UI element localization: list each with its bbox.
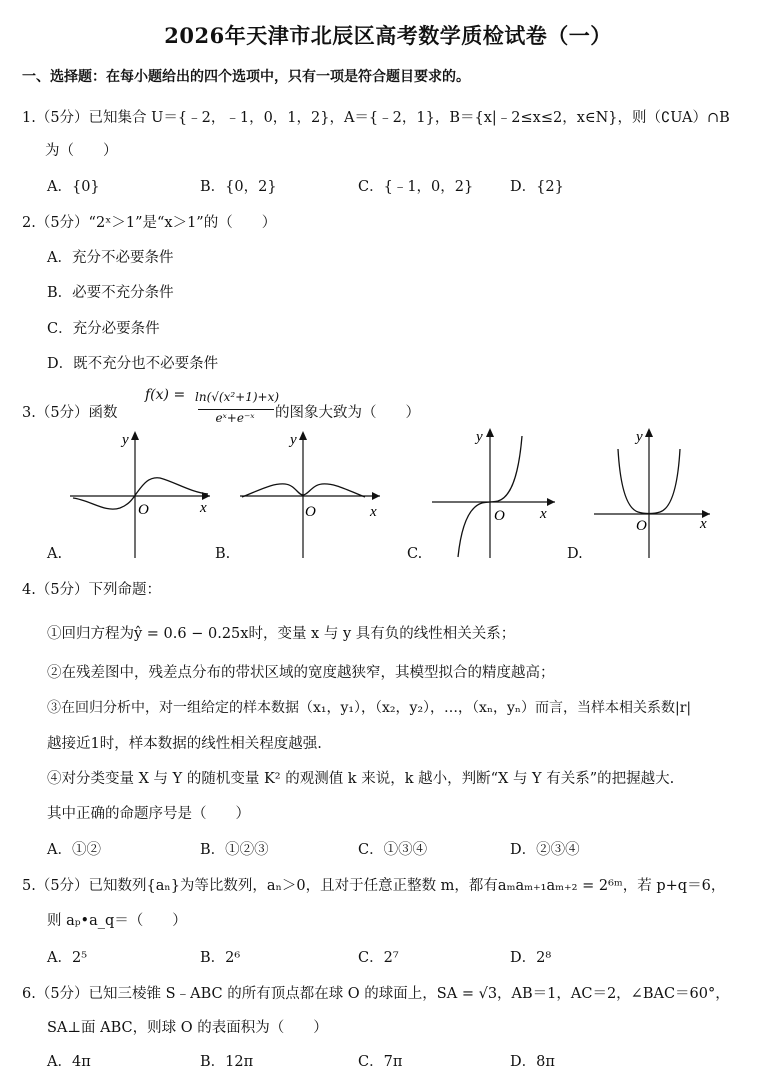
q4-statement-1: ①回归方程为ŷ = 0.6 − 0.25x时，变量 x 与 y 具有负的线性相关关系；: [47, 626, 516, 642]
q5-option-d: D．2⁸: [510, 950, 552, 966]
q3-formula-numerator: ln(√(x²+1)+x): [195, 390, 280, 404]
q6-option-d: D．8π: [510, 1054, 555, 1070]
q2-option-a: A．充分不必要条件: [47, 250, 174, 266]
q3c-origin-label: O: [494, 508, 505, 524]
q3-graph-b: [240, 428, 385, 558]
q3-option-c: C.: [407, 546, 423, 562]
q3a-origin-label: O: [138, 502, 149, 518]
question-5-stem: 5.（5分）已知数列{aₙ}为等比数列，aₙ＞0，且对于任意正整数 m，都有aₘaₘ₊₁aₘ₊₂ = 2⁶ᵐ，若 p+q＝6，: [22, 878, 726, 894]
q3-formula-denominator: eˣ+e⁻ˣ: [215, 411, 255, 425]
q5-option-b: B．2⁶: [200, 950, 241, 966]
question-4-stem: 4.（5分）下列命题：: [22, 582, 162, 598]
q6-option-c: C．7π: [358, 1054, 403, 1070]
q1-option-b: B．{0，2}: [200, 179, 277, 195]
question-1-stem: 1.（5分）已知集合 U＝{﹣2，﹣1，0，1，2}，A＝{﹣2，1}，B＝{x|﹣2≤x≤2，x∈N}，则（∁UA）∩B: [22, 110, 730, 126]
question-2-stem: 2.（5分）“2ˣ＞1”是“x＞1”的（ ）: [22, 215, 277, 231]
question-3-stem: 3.（5分）函数: [22, 405, 118, 421]
question-3-stem-tail: 的图象大致为（ ）: [275, 405, 420, 421]
q4-statement-3-cont: 越接近1时，样本数据的线性相关程度越强.: [47, 736, 322, 752]
q3b-x-label: x: [370, 504, 377, 520]
question-1-stem-cont: 为（ ）: [45, 143, 118, 159]
q3-option-a: A.: [47, 546, 63, 562]
q5-option-a: A．2⁵: [47, 950, 88, 966]
section-heading: 一、选择题：在每小题给出的四个选项中，只有一项是符合题目要求的。: [22, 69, 470, 85]
q2-option-b: B．必要不充分条件: [47, 285, 174, 301]
q3b-origin-label: O: [305, 504, 316, 520]
q3d-x-label: x: [700, 516, 707, 532]
q2-option-c: C．充分必要条件: [47, 321, 160, 337]
q3c-x-label: x: [540, 506, 547, 522]
q3a-y-label: y: [122, 432, 129, 448]
q3-option-d: D.: [567, 546, 583, 562]
q1-option-c: C．{﹣1，0，2}: [358, 179, 474, 195]
q3-graph-c: [430, 424, 560, 558]
q3-graph-d: [592, 424, 717, 558]
question-6-stem: 6.（5分）已知三棱锥 S﹣ABC 的所有顶点都在球 O 的球面上，SA = √3，AB＝1，AC＝2，∠BAC＝60°，: [22, 986, 730, 1002]
q3-graph-a: [70, 428, 215, 558]
q4-statement-4: ④对分类变量 X 与 Y 的随机变量 K² 的观测值 k 来说，k 越小，判断“X 与 Y 有关系”的把握越大.: [47, 771, 675, 787]
q1-option-d: D．{2}: [510, 179, 564, 195]
q1-option-a: A．{0}: [47, 179, 100, 195]
q6-option-b: B．12π: [200, 1054, 254, 1070]
q4-statement-3: ③在回归分析中，对一组给定的样本数据（x₁，y₁），（x₂，y₂），…，（xₙ，yₙ）而言，当样本相关系数|r|: [47, 700, 692, 716]
q3d-origin-label: O: [636, 518, 647, 534]
q2-option-d: D．既不充分也不必要条件: [47, 356, 219, 372]
q3-option-b: B.: [215, 546, 231, 562]
q6-option-a: A．4π: [47, 1054, 91, 1070]
q3-formula-lhs: f(x) =: [145, 387, 186, 403]
q3-fraction-bar: [198, 409, 274, 410]
question-6-stem-cont: SA⊥面 ABC，则球 O 的表面积为（ ）: [47, 1020, 328, 1036]
q3c-y-label: y: [476, 429, 483, 445]
q4-option-d: D．②③④: [510, 842, 580, 858]
q3d-y-label: y: [636, 429, 643, 445]
q3a-x-label: x: [200, 500, 207, 516]
question-5-stem-cont: 则 aₚ•a_q＝（ ）: [47, 913, 187, 929]
q4-option-a: A．①②: [47, 842, 101, 858]
q3b-y-label: y: [290, 432, 297, 448]
q4-option-b: B．①②③: [200, 842, 269, 858]
q4-option-c: C．①③④: [358, 842, 428, 858]
q4-statement-2: ②在残差图中，残差点分布的带状区域的宽度越狭窄，其模型拟合的精度越高；: [47, 665, 555, 681]
q5-option-c: C．2⁷: [358, 950, 399, 966]
page-title: 2026年天津市北辰区高考数学质检试卷（一）: [164, 23, 612, 48]
q4-question: 其中正确的命题序号是（ ）: [47, 806, 250, 822]
